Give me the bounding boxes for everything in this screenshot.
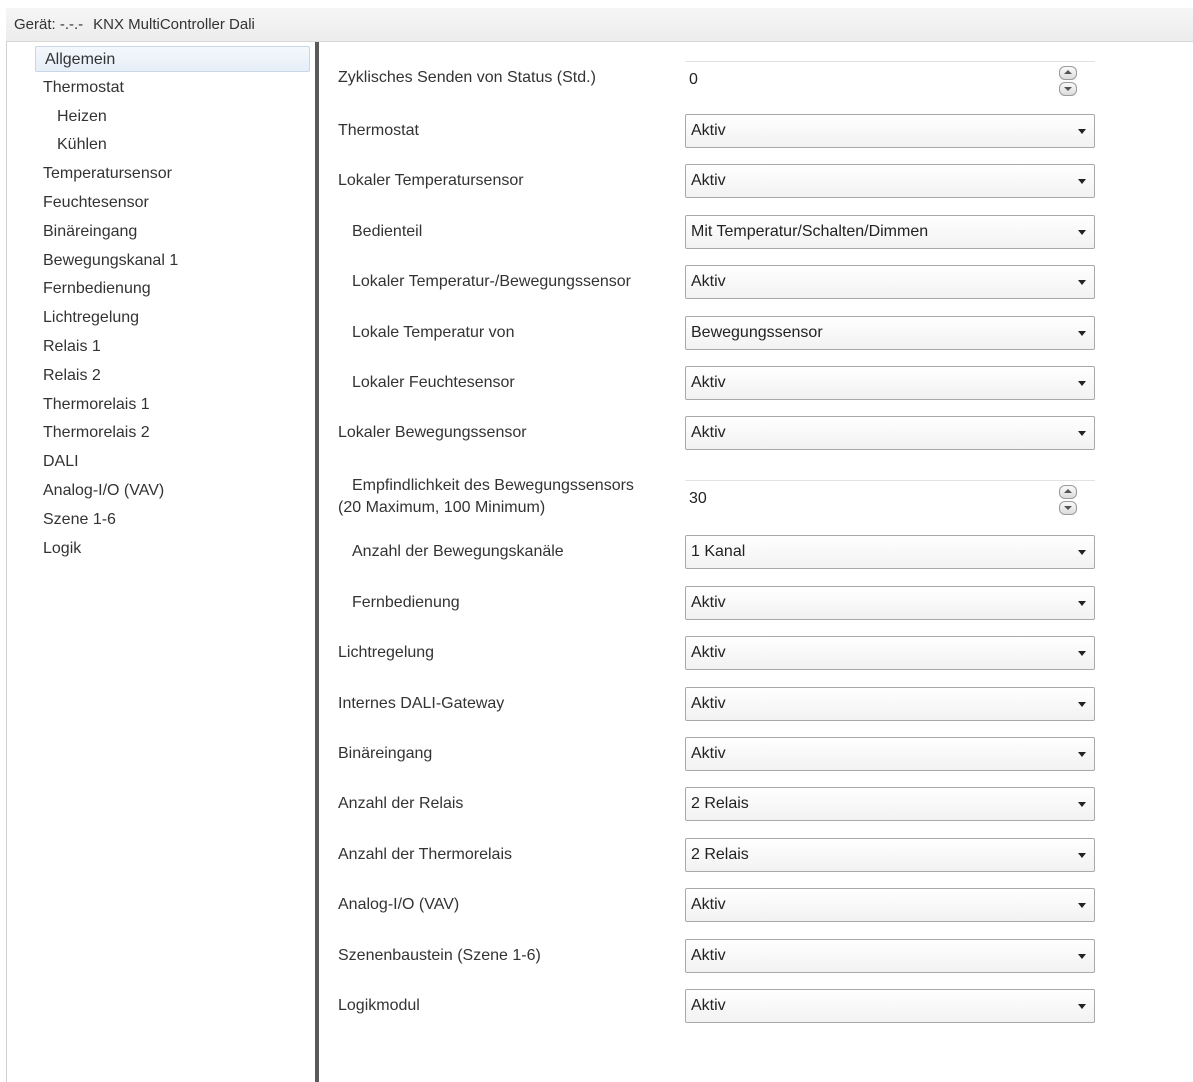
param-label: Anzahl der Bewegungskanäle: [352, 543, 564, 560]
param-label: [338, 475, 634, 519]
chevron-down-icon: [1078, 903, 1086, 908]
dropdown-value: 2 Relais: [691, 795, 749, 812]
dropdown-value: Aktiv: [691, 644, 726, 661]
param-spin-input[interactable]: [685, 61, 1095, 95]
dropdown-value: 1 Kanal: [691, 543, 746, 560]
param-label: Lichtregelung: [338, 644, 435, 661]
param-label: Analog-I/O (VAV): [338, 896, 460, 913]
chevron-down-icon: [1078, 853, 1086, 858]
param-dropdown[interactable]: [685, 416, 1095, 450]
dropdown-value: Aktiv: [691, 122, 726, 139]
param-label: Lokale Temperatur von: [352, 324, 515, 341]
chevron-down-icon: [1078, 601, 1086, 606]
param-dropdown[interactable]: [685, 787, 1095, 821]
param-label: Internes DALI-Gateway: [338, 695, 505, 712]
device-label: Gerät: -.-.-: [14, 16, 84, 33]
chevron-down-icon: [1078, 179, 1086, 184]
spin-up-button[interactable]: [1059, 66, 1077, 80]
param-dropdown[interactable]: [685, 215, 1095, 249]
arrow-up-icon: [1064, 489, 1072, 493]
chevron-down-icon: [1078, 280, 1086, 285]
chevron-down-icon: [1078, 230, 1086, 235]
param-label: Logikmodul: [338, 997, 420, 1014]
sidebar-item-relais-2[interactable]: Relais 2: [43, 366, 101, 384]
dropdown-value: Aktiv: [691, 997, 726, 1014]
chevron-down-icon: [1078, 331, 1086, 336]
param-label: Lokaler Temperatur-/Bewegungssensor: [352, 273, 631, 290]
dropdown-value: Aktiv: [691, 172, 726, 189]
parameter-panel: [319, 42, 1193, 1082]
device-name: KNX MultiController Dali: [93, 16, 255, 33]
sidebar-item-thermorelais-1[interactable]: Thermorelais 1: [43, 395, 150, 413]
dropdown-value: Aktiv: [691, 695, 726, 712]
sidebar-nav: [7, 42, 315, 1082]
chevron-down-icon: [1078, 381, 1086, 386]
param-label: Fernbedienung: [352, 594, 460, 611]
param-dropdown[interactable]: [685, 636, 1095, 670]
param-dropdown[interactable]: [685, 939, 1095, 973]
chevron-down-icon: [1078, 802, 1086, 807]
spin-buttons: [1059, 485, 1077, 515]
dropdown-value: Aktiv: [691, 273, 726, 290]
sidebar-item-szene-1-6[interactable]: Szene 1-6: [43, 510, 116, 528]
param-dropdown[interactable]: [685, 888, 1095, 922]
spin-value[interactable]: 30: [689, 490, 707, 507]
param-label: Zyklisches Senden von Status (Std.): [338, 69, 596, 86]
chevron-down-icon: [1078, 431, 1086, 436]
param-dropdown[interactable]: [685, 164, 1095, 198]
param-dropdown[interactable]: [685, 316, 1095, 350]
chevron-down-icon: [1078, 651, 1086, 656]
sidebar-item-lichtregelung[interactable]: Lichtregelung: [43, 309, 140, 327]
sidebar-item-fernbedienung[interactable]: Fernbedienung: [43, 280, 151, 298]
dropdown-value: Aktiv: [691, 594, 726, 611]
window-title-bar: [6, 8, 1193, 42]
arrow-down-icon: [1064, 87, 1072, 91]
sidebar-item-heizen[interactable]: Heizen: [57, 107, 107, 125]
param-label: Lokaler Feuchtesensor: [352, 374, 515, 391]
chevron-down-icon: [1078, 550, 1086, 555]
chevron-down-icon: [1078, 702, 1086, 707]
spin-value[interactable]: 0: [689, 71, 698, 88]
sidebar-item-thermorelais-2[interactable]: Thermorelais 2: [43, 424, 150, 442]
param-dropdown[interactable]: [685, 586, 1095, 620]
sidebar-item-relais-1[interactable]: Relais 1: [43, 338, 101, 355]
param-label: Binäreingang: [338, 745, 433, 762]
chevron-down-icon: [1078, 129, 1086, 134]
param-dropdown[interactable]: [685, 114, 1095, 148]
param-spin-input[interactable]: [685, 480, 1095, 514]
param-label: Bedienteil: [352, 223, 423, 240]
param-label: Thermostat: [338, 122, 419, 139]
sidebar-item-binäreingang[interactable]: Binäreingang: [43, 222, 138, 240]
param-label-line1: Empfindlichkeit des Bewegungssensors: [352, 477, 634, 494]
param-label: Anzahl der Relais: [338, 795, 464, 812]
chevron-down-icon: [1078, 954, 1086, 959]
sidebar-item-kühlen[interactable]: Kühlen: [57, 136, 107, 154]
chevron-down-icon: [1078, 752, 1086, 757]
sidebar-item-allgemein[interactable]: Allgemein: [35, 46, 310, 72]
param-label: Szenenbaustein (Szene 1-6): [338, 947, 541, 964]
dropdown-value: Mit Temperatur/Schalten/Dimmen: [691, 223, 929, 240]
dropdown-value: Aktiv: [691, 745, 726, 762]
param-dropdown[interactable]: [685, 989, 1095, 1023]
dropdown-value: Aktiv: [691, 947, 726, 964]
sidebar-item-analog-i-o-vav[interactable]: Analog-I/O (VAV): [43, 482, 165, 499]
dropdown-value: 2 Relais: [691, 846, 749, 863]
spin-buttons: [1059, 66, 1077, 96]
arrow-down-icon: [1064, 506, 1072, 510]
spin-up-button[interactable]: [1059, 485, 1077, 499]
param-dropdown[interactable]: [685, 838, 1095, 872]
sidebar-item-bewegungskanal-1[interactable]: Bewegungskanal 1: [43, 251, 179, 269]
param-dropdown[interactable]: [685, 265, 1095, 299]
spin-down-button[interactable]: [1059, 82, 1077, 96]
param-label: Lokaler Temperatursensor: [338, 172, 524, 189]
param-label: Anzahl der Thermorelais: [338, 846, 513, 863]
sidebar-item-feuchtesensor[interactable]: Feuchtesensor: [43, 194, 149, 211]
param-dropdown[interactable]: [685, 687, 1095, 721]
param-dropdown[interactable]: [685, 366, 1095, 400]
param-dropdown[interactable]: [685, 535, 1095, 569]
sidebar-item-dali[interactable]: DALI: [43, 453, 79, 471]
dropdown-value: Aktiv: [691, 424, 726, 441]
sidebar-item-temperatursensor[interactable]: Temperatursensor: [43, 165, 172, 183]
dropdown-value: Aktiv: [691, 374, 726, 391]
chevron-down-icon: [1078, 1004, 1086, 1009]
dropdown-value: Aktiv: [691, 896, 726, 913]
param-dropdown[interactable]: [685, 737, 1095, 771]
param-label-line2: (20 Maximum, 100 Minimum): [338, 499, 546, 516]
sidebar-item-thermostat[interactable]: Thermostat: [43, 78, 124, 96]
arrow-up-icon: [1064, 70, 1072, 74]
sidebar-item-logik[interactable]: Logik: [43, 539, 82, 557]
dropdown-value: Bewegungssensor: [691, 324, 823, 341]
param-label: Lokaler Bewegungssensor: [338, 424, 527, 441]
spin-down-button[interactable]: [1059, 501, 1077, 515]
